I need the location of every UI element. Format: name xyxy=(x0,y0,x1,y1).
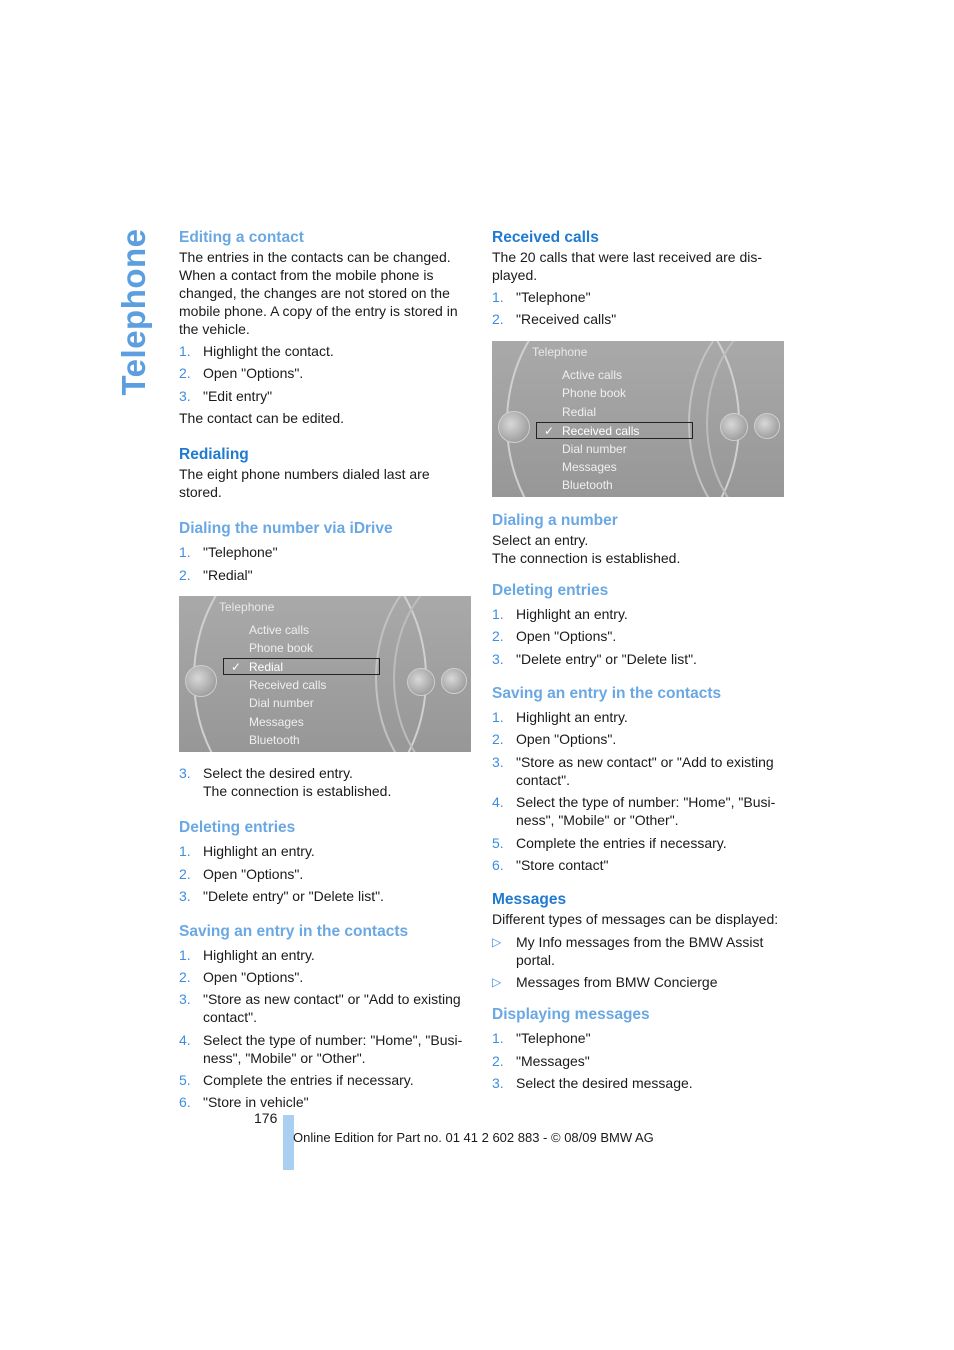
screen-title: Telephone xyxy=(219,599,275,614)
displaying-messages-heading: Displaying messages xyxy=(492,1006,650,1024)
list-item: 3. "Delete entry" or "Delete list". xyxy=(179,888,384,905)
menu-item-received-calls: Received calls xyxy=(249,677,327,692)
menu-item-phone-book: Phone book xyxy=(562,385,627,400)
idrive-screen-redial xyxy=(179,596,471,752)
saving-steps-left xyxy=(179,946,474,1112)
deleting-steps-left xyxy=(179,842,474,905)
list-item: 2. Open "Options". xyxy=(492,731,617,748)
dialing-idrive-step3 xyxy=(179,764,474,800)
menu-item-active-calls: Active calls xyxy=(249,622,310,637)
list-item: 6. "Store in vehicle" xyxy=(179,1094,309,1111)
saving-entry-heading-left: Saving an entry in the contacts xyxy=(179,922,409,940)
messages-heading: Messages xyxy=(492,891,567,909)
list-item: 2. "Redial" xyxy=(179,566,253,583)
menu-item-redial: Redial xyxy=(562,404,597,419)
side-knob-icon xyxy=(441,668,467,694)
list-item: 2. "Received calls" xyxy=(492,311,617,328)
messages-body: Different types of messages can be displayed: xyxy=(492,911,779,928)
menu-item-phone-book: Phone book xyxy=(249,640,314,655)
chapter-side-title xyxy=(106,228,162,396)
list-item: 2. Open "Options". xyxy=(179,365,304,382)
redialing-body: The eight phone numbers dialed last are stored. xyxy=(179,466,430,501)
menu-item-active-calls: Active calls xyxy=(562,367,623,382)
menu-item-bluetooth: Bluetooth xyxy=(249,732,300,747)
list-item: 1. "Telephone" xyxy=(179,544,278,561)
list-item: 4. Select the type of number: "Home", "Busi-ness", "Mobile" or "Other". xyxy=(179,1031,463,1066)
menu-item-messages: Messages xyxy=(562,459,617,474)
list-item: 3. Select the desired message. xyxy=(492,1075,693,1092)
screen-title: Telephone xyxy=(532,344,588,359)
selection-highlight xyxy=(223,658,380,675)
list-item: 2. Open "Options". xyxy=(179,865,304,882)
list-item: 2. Open "Options". xyxy=(492,628,617,645)
deleting-steps-right xyxy=(492,605,787,668)
dialing-idrive-heading: Dialing the number via iDrive xyxy=(179,520,393,538)
list-item: 5. Complete the entries if necessary. xyxy=(179,1072,414,1089)
list-item: 6. "Store contact" xyxy=(492,856,609,873)
deleting-entries-heading-right: Deleting entries xyxy=(492,581,609,599)
triangle-bullet-icon: ▷ xyxy=(492,975,502,990)
dialing-number-heading: Dialing a number xyxy=(492,511,618,529)
saving-steps-right xyxy=(492,708,787,874)
editing-after: The contact can be edited. xyxy=(179,410,344,427)
list-item: ▷ Messages from BMW Concierge xyxy=(492,974,718,991)
page-number: 176 xyxy=(254,1110,278,1126)
displaying-steps xyxy=(492,1029,787,1092)
list-item: 3. "Edit entry" xyxy=(179,387,273,404)
list-item: ▷ My Info messages from the BMW Assist portal. xyxy=(492,934,764,969)
options-knob-icon xyxy=(407,668,435,696)
list-item: 1. Highlight an entry. xyxy=(492,605,628,622)
list-item: 3. "Store as new contact" or "Add to existing contact". xyxy=(492,753,774,788)
menu-item-redial: Redial xyxy=(249,659,284,674)
list-item: 1. "Telephone" xyxy=(492,289,591,305)
dialing-line1: Select an entry. xyxy=(492,531,589,548)
list-item: 1. "Telephone" xyxy=(492,1030,591,1047)
list-item: 5. Complete the entries if necessary. xyxy=(492,834,727,851)
saving-entry-heading-right: Saving an entry in the contacts xyxy=(492,684,722,702)
list-item: 3. "Delete entry" or "Delete list". xyxy=(492,650,697,667)
controller-knob-icon xyxy=(498,411,530,443)
messages-bullets xyxy=(492,933,787,991)
deleting-entries-heading-left: Deleting entries xyxy=(179,819,296,837)
list-item: 1. Highlight an entry. xyxy=(492,708,628,725)
dialing-line2: The connection is established. xyxy=(492,549,681,566)
list-item: 3. Select the desired entry. The connection is established. xyxy=(179,764,392,799)
edition-note: Online Edition for Part no. 01 41 2 602 883 - © 08/09 BMW AG xyxy=(293,1130,654,1145)
received-calls-body: The 20 calls that were last received are dis-played. xyxy=(492,249,763,283)
menu-item-bluetooth: Bluetooth xyxy=(562,477,613,492)
right-column xyxy=(492,228,787,1096)
list-item: 4. Select the type of number: "Home", "Busi-ness", "Mobile" or "Other". xyxy=(492,794,776,829)
dialing-idrive-steps xyxy=(179,543,474,583)
list-item: 2. "Messages" xyxy=(492,1052,590,1069)
menu-item-messages: Messages xyxy=(249,714,304,729)
list-item: 1. Highlight the contact. xyxy=(179,343,334,359)
options-knob-icon xyxy=(720,413,748,441)
list-item: 3. "Store as new contact" or "Add to existing contact". xyxy=(179,991,461,1026)
received-calls-heading: Received calls xyxy=(492,229,599,246)
editing-contact-heading: Editing a contact xyxy=(179,229,304,246)
menu-item-dial-number: Dial number xyxy=(249,695,314,710)
idrive-screen-received xyxy=(492,341,784,497)
chapter-title-text: Telephone xyxy=(115,228,152,396)
list-item: 1. Highlight an entry. xyxy=(179,946,315,963)
check-icon: ✓ xyxy=(231,659,242,674)
check-icon: ✓ xyxy=(544,423,555,438)
menu-item-dial-number: Dial number xyxy=(562,441,627,456)
list-item: 1. Highlight an entry. xyxy=(179,843,315,860)
left-column xyxy=(179,228,474,1116)
received-steps xyxy=(492,288,787,328)
triangle-bullet-icon: ▷ xyxy=(492,935,502,950)
list-item: 2. Open "Options". xyxy=(179,968,304,985)
editing-steps xyxy=(179,342,474,405)
controller-knob-icon xyxy=(185,665,217,697)
side-knob-icon xyxy=(754,413,780,439)
redialing-heading: Redialing xyxy=(179,446,249,464)
editing-contact-body: The entries in the contacts can be changed. When a contact from the mobile phone is changed, the changes are not stored on the mobile phone. A copy of the entry is stored in the vehicle. xyxy=(179,249,458,337)
menu-item-received-calls: Received calls xyxy=(562,423,640,438)
